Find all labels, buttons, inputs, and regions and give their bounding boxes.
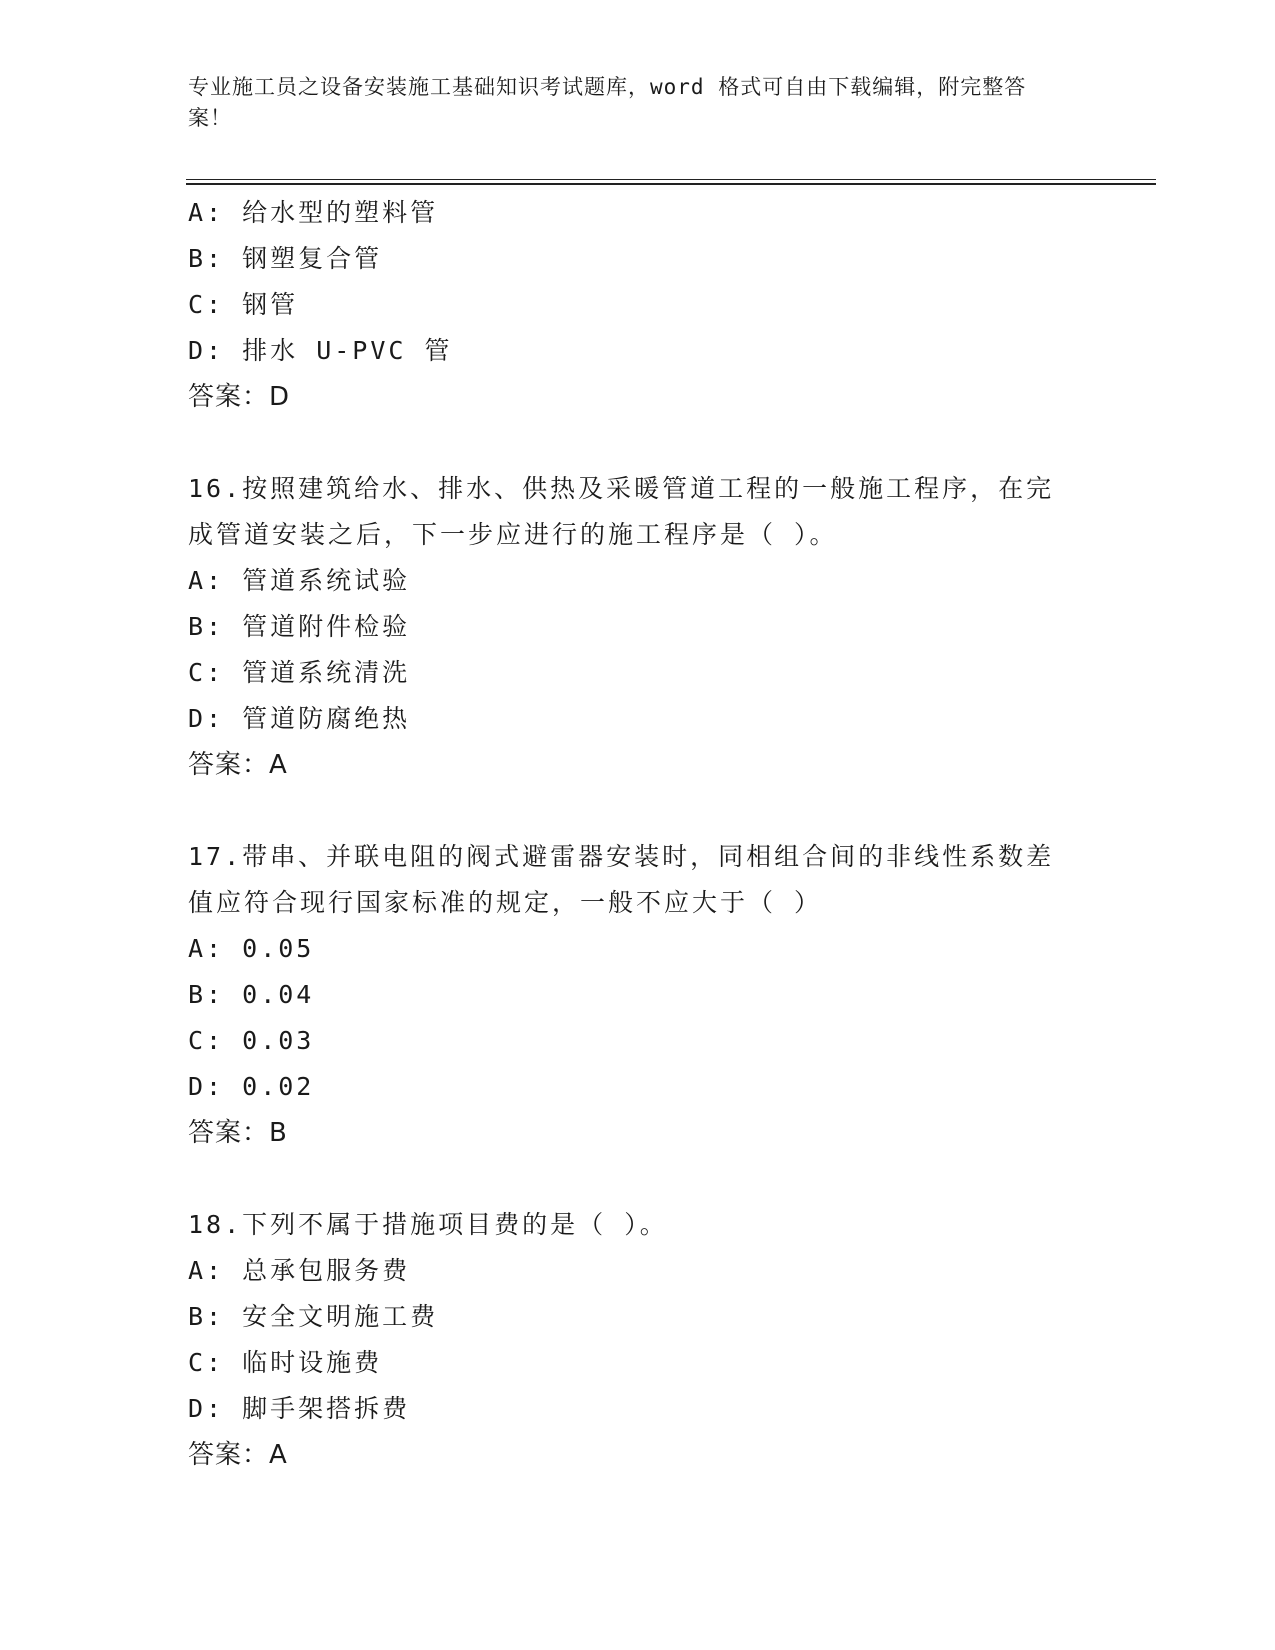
document-header-note: 专业施工员之设备安装施工基础知识考试题库，word 格式可自由下载编辑，附完整答案！ [188,75,1027,130]
question-stem [188,466,1088,558]
question-stem [188,834,1088,926]
question-stem-line: 16.按照建筑给水、排水、供热及采暖管道工程的一般施工程序，在完 [188,474,1055,503]
question-list [188,190,1088,1478]
option-d: D: 0.02 [188,1072,315,1101]
question-stem [188,1202,1088,1248]
question-stem-line: 18.下列不属于措施项目费的是（ ）。 [188,1210,668,1239]
header-divider-thin [186,179,1156,180]
question-stem-line: 成管道安装之后，下一步应进行的施工程序是（ ）。 [188,520,838,549]
spacer [188,1156,1088,1202]
header-divider-thick [186,183,1156,185]
question-18 [188,1202,1088,1478]
option-d: D: 管道防腐绝热 [188,704,411,733]
option-b: B: 0.04 [188,980,315,1009]
spacer [188,788,1088,834]
spacer [188,420,1088,466]
question-stem-line: 17.带串、并联电阻的阀式避雷器安装时，同相组合间的非线性系数差 [188,842,1055,871]
option-a: A: 给水型的塑料管 [188,198,439,227]
option-d: D: 排水 U-PVC 管 [188,336,453,365]
option-b: B: 钢塑复合管 [188,244,383,273]
option-b: B: 管道附件检验 [188,612,411,641]
answer-line: 答案：A [188,1440,288,1470]
option-d: D: 脚手架搭拆费 [188,1394,411,1423]
option-c: C: 钢管 [188,290,299,319]
question-stem-line: 值应符合现行国家标准的规定，一般不应大于（ ） [188,888,823,917]
answer-line: 答案：D [188,382,291,412]
option-b: B: 安全文明施工费 [188,1302,439,1331]
answer-line: 答案：B [188,1118,288,1148]
carryover-question [188,190,1088,420]
option-a: A: 管道系统试验 [188,566,411,595]
question-17 [188,834,1088,1156]
option-a: A: 0.05 [188,934,315,963]
option-c: C: 0.03 [188,1026,315,1055]
option-c: C: 临时设施费 [188,1348,383,1377]
option-c: C: 管道系统清洗 [188,658,411,687]
question-16 [188,466,1088,788]
option-a: A: 总承包服务费 [188,1256,411,1285]
answer-line: 答案：A [188,750,288,780]
